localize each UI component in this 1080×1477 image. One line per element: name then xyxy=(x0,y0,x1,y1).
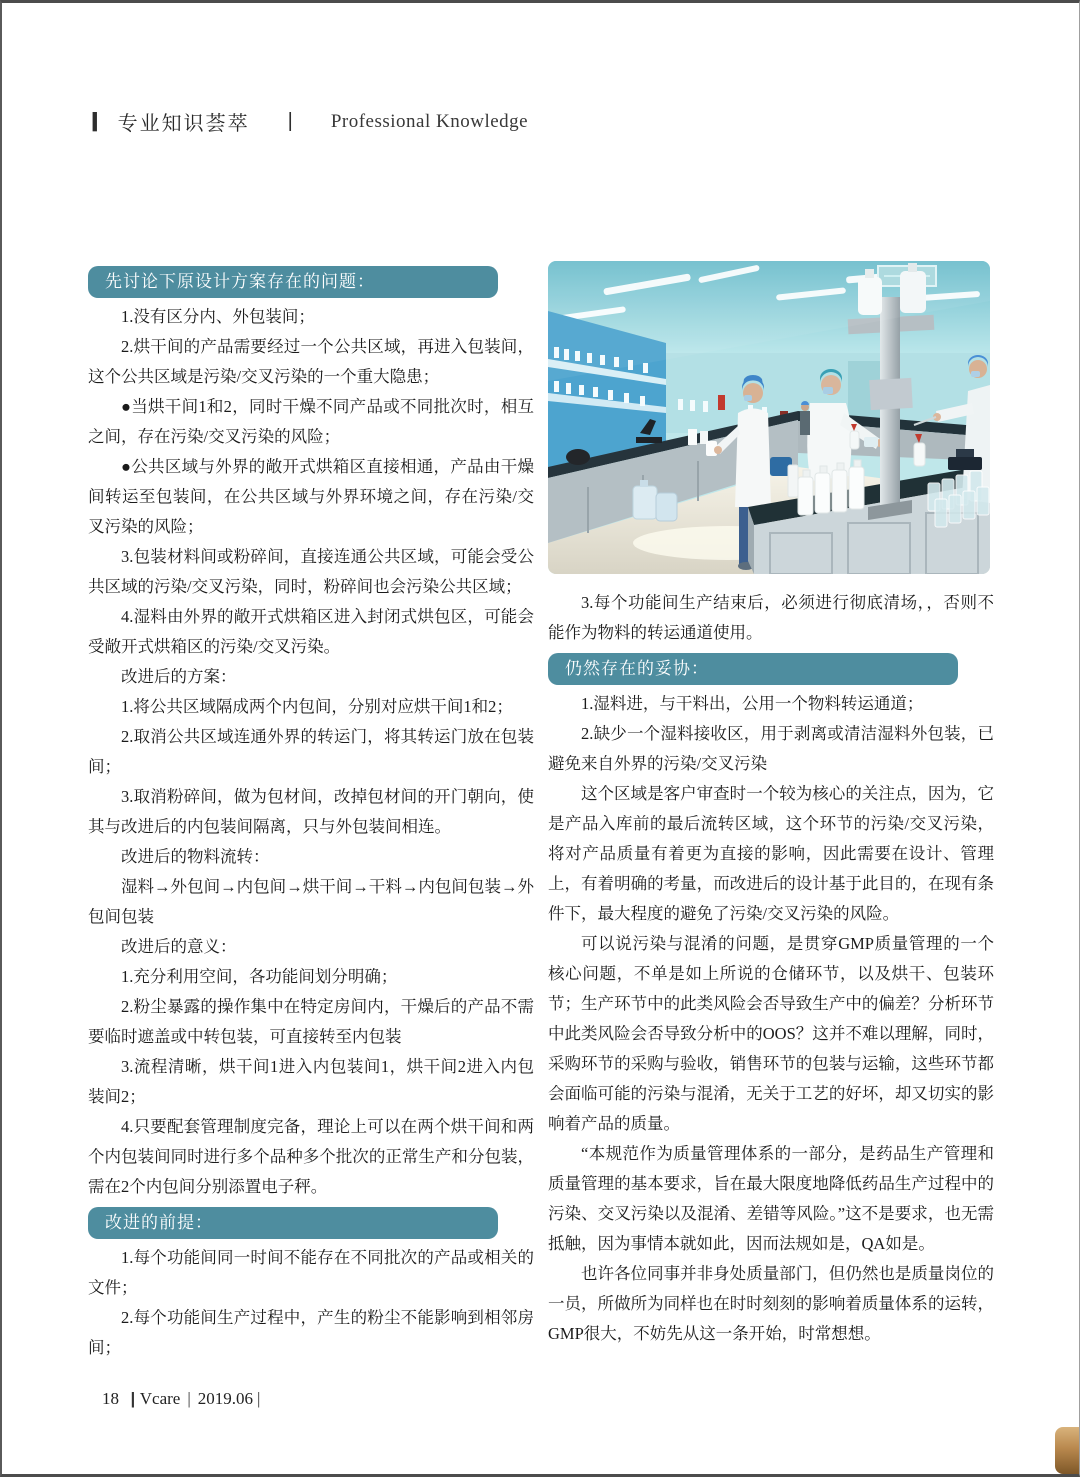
magazine-name: Vcare xyxy=(139,1389,181,1408)
body-paragraph: 4.湿料由外界的敞开式烘箱区进入封闭式烘包区，可能会受敞开式烘箱区的污染/交叉污染。 xyxy=(88,607,534,656)
section-header-bar: 仍然存在的妥协： xyxy=(548,653,958,685)
lab-photo xyxy=(548,261,990,574)
section-header-bar: 改进的前提： xyxy=(88,1207,498,1239)
header-title-en: Professional Knowledge xyxy=(330,110,529,132)
right-column-blocks xyxy=(548,588,994,1349)
body-paragraph: 这个区域是客户审查时一个较为核心的关注点，因为，它是产品入库前的最后流转区域，这个环节的污染/交叉污染，将对产品质量有着更为直接的影响，因此需要在设计、管理上，有着明确的考量，而改进后的设计基于此目的，在现有条件下，最大程度的避免了污染/交叉污染的风险。 xyxy=(548,784,994,923)
issue-date: 2019.06 xyxy=(197,1389,253,1408)
body-paragraph: 2.粉尘暴露的操作集中在特定房间内，干燥后的产品不需要临时遮盖或中转包装，可直接转至内包装 xyxy=(88,997,534,1046)
left-column-blocks xyxy=(88,266,534,1363)
body-paragraph: ●公共区域与外界的敞开式烘箱区直接相通，产品由干燥间转运至包装间，在公共区域与外界环境之间，存在污染/交叉污染的风险； xyxy=(88,457,534,536)
body-paragraph: 1.没有区分内、外包装间； xyxy=(121,307,315,326)
right-column xyxy=(548,261,994,1349)
footer-divider-2: | xyxy=(187,1389,191,1408)
body-paragraph: 2.每个功能间生产过程中，产生的粉尘不能影响到相邻房间； xyxy=(88,1308,534,1357)
section-header-bar: 先讨论下原设计方案存在的问题： xyxy=(88,266,498,298)
body-paragraph: 3.每个功能间生产结束后，必须进行彻底清场，，否则不能作为物料的转运通道使用。 xyxy=(548,593,994,642)
body-paragraph: 也许各位同事并非身处质量部门，但仍然也是质量岗位的一员，所做所为同样也在时时刻刻的影响着质量体系的运转，GMP很大，不妨先从这一条开始，时常想想。 xyxy=(548,1264,994,1343)
body-paragraph: 3.包装材料间或粉碎间，直接连通公共区域，可能会受公共区域的污染/交叉污染，同时，粉碎间也会污染公共区域； xyxy=(88,547,534,596)
header-divider-mid: | xyxy=(287,110,293,132)
body-paragraph: 2.烘干间的产品需要经过一个公共区域，再进入包装间，这个公共区域是污染/交叉污染的一个重大隐患； xyxy=(88,337,534,386)
body-paragraph: 2.缺少一个湿料接收区，用于剥离或清洁湿料外包装，已避免来自外界的污染/交叉污染 xyxy=(548,724,994,773)
body-paragraph: “本规范作为质量管理体系的一部分，是药品生产管理和质量管理的基本要求，旨在最大限度地降低药品生产过程中的污染、交叉污染以及混淆、差错等风险。”这不是要求，也无需抵触，因为事情本就如此，因而法规如是，QA如是。 xyxy=(548,1144,994,1253)
left-column xyxy=(88,261,534,1363)
body-paragraph: ●当烘干间1和2，同时干燥不同产品或不同批次时，相互之间，存在污染/交叉污染的风险； xyxy=(88,397,534,446)
distant-figure xyxy=(800,401,810,435)
header-divider-left: | xyxy=(90,110,100,132)
body-paragraph: 1.湿料进，与干料出，公用一个物料转运通道； xyxy=(581,694,924,713)
page-footer xyxy=(102,1389,262,1409)
body-paragraph: 可以说污染与混淆的问题，是贯穿GMP质量管理的一个核心问题，不单是如上所说的仓储环节，以及烘干、包装环节；生产环节中的此类风险会否导致生产中的偏差？分析环节中此类风险会否导致分析中的OOS？这并不难以理解，同时，采购环节的采购与验收，销售环节的包装与运输，这些环节都会面临可能的污染与混淆，无关于工艺的好坏，却又切实的影响着产品的质量。 xyxy=(548,934,994,1133)
page-header xyxy=(92,107,528,136)
lab-photo-illustration xyxy=(548,261,990,574)
body-paragraph: 2.取消公共区域连通外界的转运门，将其转运门放在包装间； xyxy=(88,727,534,776)
body-paragraph: 湿料→外包间→内包间→烘干间→干料→内包间包装→外包间包装 xyxy=(88,877,534,926)
page-curl-decoration xyxy=(1055,1427,1080,1474)
body-paragraph: 改进后的意义： xyxy=(121,937,237,956)
page-number: 18 xyxy=(102,1389,119,1408)
body-paragraph: 改进后的物料流转： xyxy=(121,847,270,866)
body-paragraph: 4.只要配套管理制度完备，理论上可以在两个烘干间和两个内包装间同时进行多个品种多个批次的正常生产和分包装，需在2个内包间分别添置电子秤。 xyxy=(88,1117,534,1196)
header-title-cn: 专业知识荟萃 xyxy=(117,113,250,135)
body-paragraph: 1.将公共区域隔成两个内包间，分别对应烘干间1和2； xyxy=(121,697,513,716)
body-paragraph: 1.充分利用空间，各功能间划分明确； xyxy=(121,967,398,986)
footer-divider-3: | xyxy=(256,1389,261,1408)
body-paragraph: 改进后的方案： xyxy=(121,667,237,686)
footer-divider-1: | xyxy=(129,1389,137,1408)
body-paragraph: 3.流程清晰，烘干间1进入内包装间1，烘干间2进入内包装间2； xyxy=(88,1057,534,1106)
body-paragraph: 1.每个功能间同一时间不能存在不同批次的产品或相关的文件； xyxy=(88,1248,534,1297)
body-paragraph: 3.取消粉碎间，做为包材间，改掉包材间的开门朝向，使其与改进后的内包装间隔离，只与外包装间相连。 xyxy=(88,787,534,836)
